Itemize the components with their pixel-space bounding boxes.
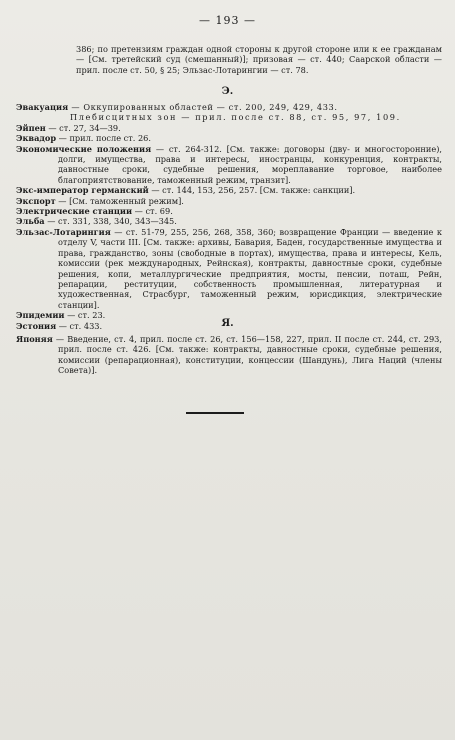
index-entry: Эвакуация — Оккупированных областей — ст. 200, 249, 429, 433.	[16, 102, 338, 112]
index-entry: Эйпен — ст. 27, 34—39.	[16, 122, 121, 133]
section-e-entries	[16, 102, 442, 331]
index-entry: Экс-император германский — ст. 144, 153, 256, 257. [См. также: санкции].	[16, 185, 356, 196]
index-entry: Эльба — ст. 331, 338, 340, 343—345.	[16, 216, 177, 227]
index-entry: Электрические станции — ст. 69.	[16, 206, 173, 217]
end-rule	[186, 412, 244, 414]
index-entry: Экономические положения — ст. 264-312. [См. также: договоры (дву- и многосторонние), долги, имущества, права и интересы, иностранцы, конкуренция, контракты, давностные сроки, судебные решения, мореплавание торговое, наиболее благоприятствование, таможенный режим, транзит].	[16, 143, 442, 185]
index-entry: Эквадор — прил. после ст. 26.	[16, 133, 151, 144]
index-entry: Эпидемии — ст. 23.	[16, 310, 106, 321]
section-letter-ya: Я.	[221, 318, 234, 329]
continuation-paragraph: 386; по претензиям граждан одной стороны к другой стороне или к ее гражданам — [См. третейский суд (смешанный)]; призовая — ст. 440; Саарской области — прил. после ст. 50, § 25; Эльзас-Лотарингии — ст. 78.	[76, 44, 442, 75]
section-ya-entries	[16, 334, 442, 376]
section-letter-e: Э.	[221, 86, 234, 97]
index-entry: Японяя — Введение, ст. 4, прил. после ст. 26, ст. 156—158, 227, прил. II после ст. 244, ст. 293, прил. после ст. 426. [См. также: контракты, давностные сроки, судебные решения, комиссии (репарационная), конституции, концессии (Шандунь), Лига Наций (члены Совета)].	[16, 334, 442, 376]
index-entry: Экспорт — [См. таможенный режим].	[16, 195, 184, 206]
index-entry: Эстония — ст. 433.	[16, 320, 103, 331]
index-entry: Эльзас-Лотарингия — ст. 51-79, 255, 256, 268, 358, 360; возвращение Франции — введение к отделу V, части III. [См. также: архивы, Бавария, Баден, государственные имущества и права, гражданство, зоны (свободные в портах), имущества, права и интересы, Кель, комиссии (рек международных, Рейнская), контракты, давностные сроки, судебные решения, копи, металлургические предприятия, мосты, пенсии, поташ, Рейн, репарации, реституции, собственность промышленная, литературная и художественная, Страсбург, таможенный режим, юрисдикция, электрические станции].	[16, 226, 442, 310]
page-number: — 193 —	[199, 14, 256, 27]
index-subentry: Плебисцитных зон — прил. после ст. 88, ст. 95, 97, 109.	[70, 112, 401, 123]
